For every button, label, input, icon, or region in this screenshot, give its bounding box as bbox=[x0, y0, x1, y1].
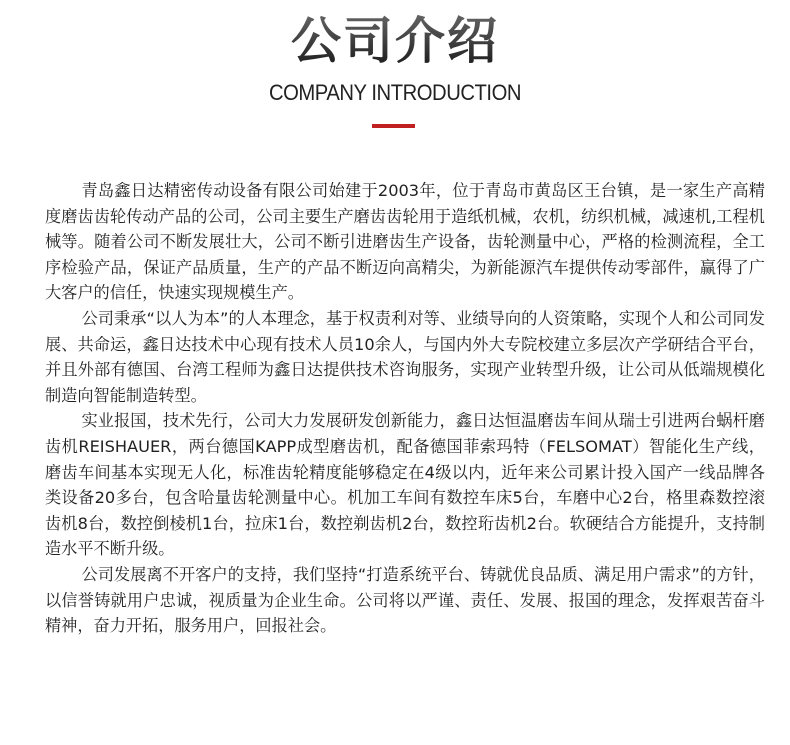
intro-paragraph-mission: 公司发展离不开客户的支持，我们坚持“打造系统平台、铸就优良品质、满足用户需求”的方针，以信誉铸就用户忠诚，视质量为企业生命。公司将以严谨、责任、发展、报国的理念，发挥艰苦奋斗精神，奋力开拓，服务用户，回报社会。 bbox=[45, 564, 765, 636]
title-divider bbox=[372, 124, 415, 128]
intro-paragraph-equipment: 实业报国，技术先行，公司大力发展研发创新能力，鑫日达恒温磨齿车间从瑞士引进两台蜗杆磨齿机REISHAUER，两台德国KAPP成型磨齿机，配备德国菲索玛特（FELSOMAT）智能化生产线，磨齿车间基本实现无人化，标准齿轮精度能够稳定在4级以内，近年来公司累计投入国产一线品牌各类设备20多台，包含哈量齿轮测量中心。机加工车间有数控车床5台，车磨中心2台，格里森数控滚齿机8台，数控倒棱机1台，拉床1台，数控剃齿机2台，数控珩齿机2台。软硬结合方能提升，支持制造水平不断升级。 bbox=[45, 411, 765, 559]
page-title: 公司介绍 bbox=[0, 10, 790, 72]
page-subtitle: COMPANY INTRODUCTION bbox=[268, 80, 522, 105]
intro-paragraph-history: 青岛鑫日达精密传动设备有限公司始建于2003年，位于青岛市黄岛区王台镇，是一家生产高精度磨齿齿轮传动产品的公司，公司主要生产磨齿齿轮用于造纸机械，农机，纺织机械，减速机,工程机械等。随着公司不断发展壮大，公司不断引进磨齿生产设备，齿轮测量中心，严格的检测流程，全工序检验产品，保证产品质量，生产的产品不断迈向高精尖，为新能源汽车提供传动零部件，赢得了广大客户的信任，快速实现规模生产。 bbox=[45, 181, 765, 303]
intro-body bbox=[45, 178, 765, 639]
intro-paragraph-philosophy: 公司秉承“以人为本”的人本理念，基于权责利对等、业绩导向的人资策略，实现个人和公司同发展、共命运，鑫日达技术中心现有技术人员10余人，与国内外大专院校建立多层次产学研结合平台，并且外部有德国、台湾工程师为鑫日达提供技术咨询服务，实现产业转型升级，让公司从低端规模化制造向智能制造转型。 bbox=[45, 308, 765, 405]
